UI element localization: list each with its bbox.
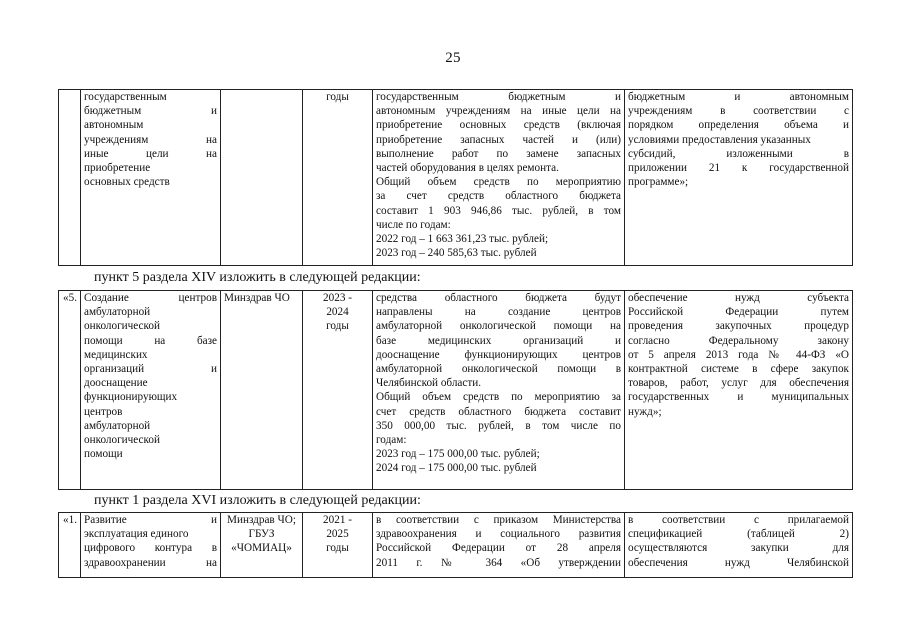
row-number-cell: «5.: [59, 291, 81, 490]
amendment-instruction: пункт 1 раздела XVI изложить в следующей редакции:: [94, 493, 421, 508]
measures-table-item-5: [58, 290, 853, 490]
measure-name-cell: государственным бюджетным и автономным учреждениям на иные цели на приобретение основных средств: [81, 90, 221, 266]
description-cell: в соответствии с приказом Министерства здравоохранения и социального развития Российской Федерации от 28 апреля 2011 г. № 364 «Об утверждении: [373, 513, 625, 578]
table-row: [59, 90, 853, 266]
measures-table-item-1: [58, 512, 853, 578]
measure-name-cell: Развитие и эксплуатация единого цифрового контура в здравоохранении на: [81, 513, 221, 578]
basis-cell: обеспечение нужд субъекта Российской Федерации путем проведения закупочных процедур согласно Федеральному закону от 5 апреля 2013 года № 44-ФЗ «О контрактной системе в сфере закупок товаров, работ, услуг для обеспечения государственных и муниципальных нужд»;: [625, 291, 853, 490]
period-cell: 2023 - 2024 годы: [303, 291, 373, 490]
page-number: 25: [445, 50, 461, 66]
row-number-cell: [59, 90, 81, 266]
description-cell: государственным бюджетным и автономным учреждениям на иные цели на приобретение основных средств (включая приобретение запасных частей и (или) выполнение работ по замене запасных частей оборудования в целях ремонта. Общий объем средств по мероприятию за счет средств областного бюджета составит 1 903 946,86 тыс. рублей, в том числе по годам: 2022 год – 1 663 361,23 тыс. рублей; 2023 год – 240 585,63 тыс. рублей: [373, 90, 625, 266]
amendment-instruction: пункт 5 раздела XIV изложить в следующей редакции:: [94, 270, 421, 285]
executor-cell: Минздрав ЧО: [221, 291, 303, 490]
description-cell: средства областного бюджета будут направлены на создание центров амбулаторной онкологической помощи на базе медицинских организаций и дооснащение функционирующих центров амбулаторной онкологической помощи в Челябинской области. Общий объем средств по мероприятию за счет средств областного бюджета составит 350 000,00 тыс. рублей, в том числе по годам: 2023 год – 175 000,00 тыс. рублей; 2024 год – 175 000,00 тыс. рублей: [373, 291, 625, 490]
basis-cell: в соответствии с прилагаемой спецификацией (таблицей 2) осуществляются закупки для обеспечения нужд Челябинской: [625, 513, 853, 578]
measures-table-continuation: [58, 89, 853, 266]
row-number-cell: «1.: [59, 513, 81, 578]
period-cell: годы: [303, 90, 373, 266]
executor-cell: Минздрав ЧО; ГБУЗ «ЧОМИАЦ»: [221, 513, 303, 578]
period-cell: 2021 - 2025 годы: [303, 513, 373, 578]
measure-name-cell: Создание центров амбулаторной онкологической помощи на базе медицинских организаций и дооснащение функционирующих центров амбулаторной онкологической помощи: [81, 291, 221, 490]
table-row: [59, 291, 853, 490]
basis-cell: бюджетным и автономным учреждениям в соответствии с порядком определения объема и условиями предоставления указанных субсидий, изложенными в приложении 21 к государственной программе»;: [625, 90, 853, 266]
table-row: [59, 513, 853, 578]
executor-cell: [221, 90, 303, 266]
